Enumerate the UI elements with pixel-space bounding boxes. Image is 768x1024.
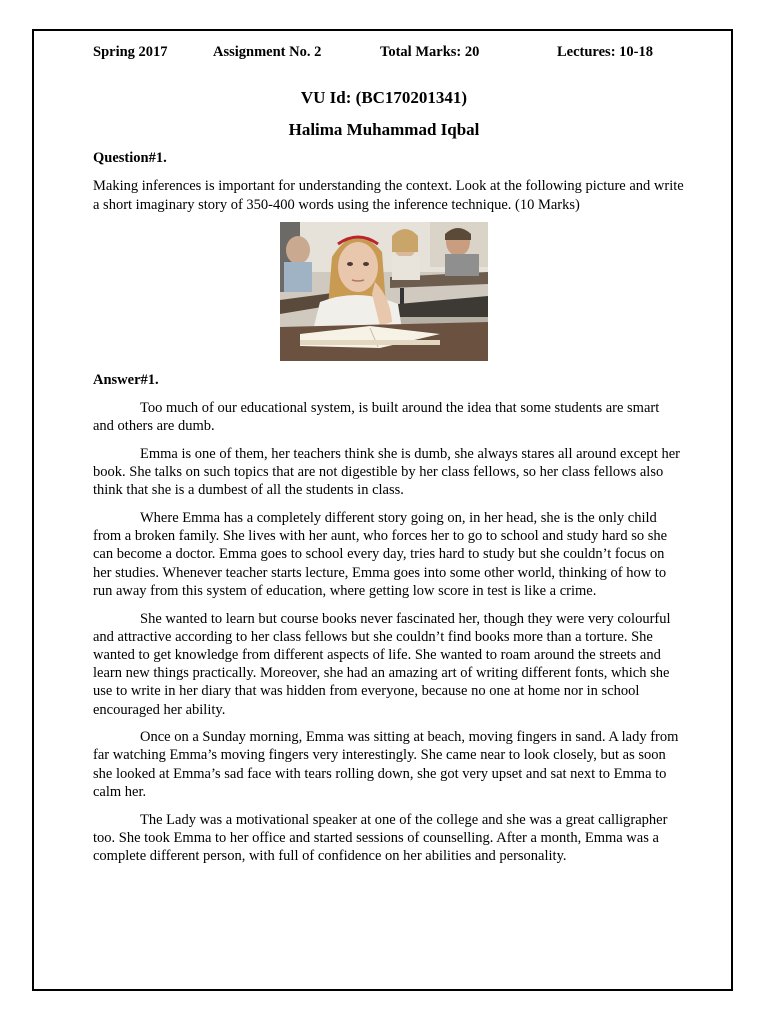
lectures-range: Lectures: 10-18 bbox=[557, 44, 653, 60]
question-text: Making inferences is important for understanding the context. Look at the following picture and write a short imaginary story of 350-400 words using the inference technique. (10 Marks) bbox=[93, 178, 684, 213]
assignment-number: Assignment No. 2 bbox=[213, 44, 322, 60]
question-heading: Question#1. bbox=[93, 150, 167, 166]
classroom-photo bbox=[280, 222, 488, 361]
answer-paragraph: Emma is one of them, her teachers think she is dumb, she always stares all around except her book. She talks on such topics that are not digestible by her class fellows, so her class fellows also think that she is a dumbest of all the students in class. bbox=[93, 445, 680, 499]
answer-heading: Answer#1. bbox=[93, 372, 159, 388]
answer-body bbox=[93, 399, 683, 875]
answer-paragraph: Too much of our educational system, is built around the idea that some students are smart and others are dumb. bbox=[93, 400, 660, 435]
assignment-header bbox=[93, 44, 693, 62]
answer-paragraph: The Lady was a motivational speaker at one of the college and she was a great calligrapher too. She took Emma to her office and started sessions of counselling. After a month, Emma was a complete different person, with full of confidence on her abilities and personality. bbox=[93, 811, 668, 864]
student-name: Halima Muhammad Iqbal bbox=[288, 120, 480, 139]
answer-paragraph: She wanted to learn but course books never fascinated her, though they were very colourful and attractive according to her class fellows but she couldn’t find books more than a torture. She wanted to get knowledge from different aspects of life. She wanted to roam around the streets and learn new things practically. Moreover, she had an amazing art of writing different fonts, which she use to write in her diary that was hidden from everyone, because no one at home nor in school encouraged her ability. bbox=[93, 610, 671, 718]
answer-paragraph: Where Emma has a completely different story going on, in her head, she is the only child from a broken family. She lives with her aunt, who forces her to go to school and study hard so she can become a doctor. Emma goes to school every day, tries hard to study but she couldn’t focus on her studies. Whenever teacher starts lecture, Emma goes into some other world, thinking of how to run away from this system of education, where getting low score in test is like a crime. bbox=[93, 510, 668, 599]
vu-id: VU Id: (BC170201341) bbox=[300, 88, 468, 107]
semester-label: Spring 2017 bbox=[93, 44, 168, 60]
total-marks: Total Marks: 20 bbox=[380, 44, 480, 60]
answer-paragraph: Once on a Sunday morning, Emma was sitting at beach, moving fingers in sand. A lady from far watching Emma’s moving fingers very interestingly. She came near to look closely, but as soon she looked at Emma’s sad face with tears rolling down, she got very upset and sat next to Emma to calm her. bbox=[93, 729, 679, 800]
